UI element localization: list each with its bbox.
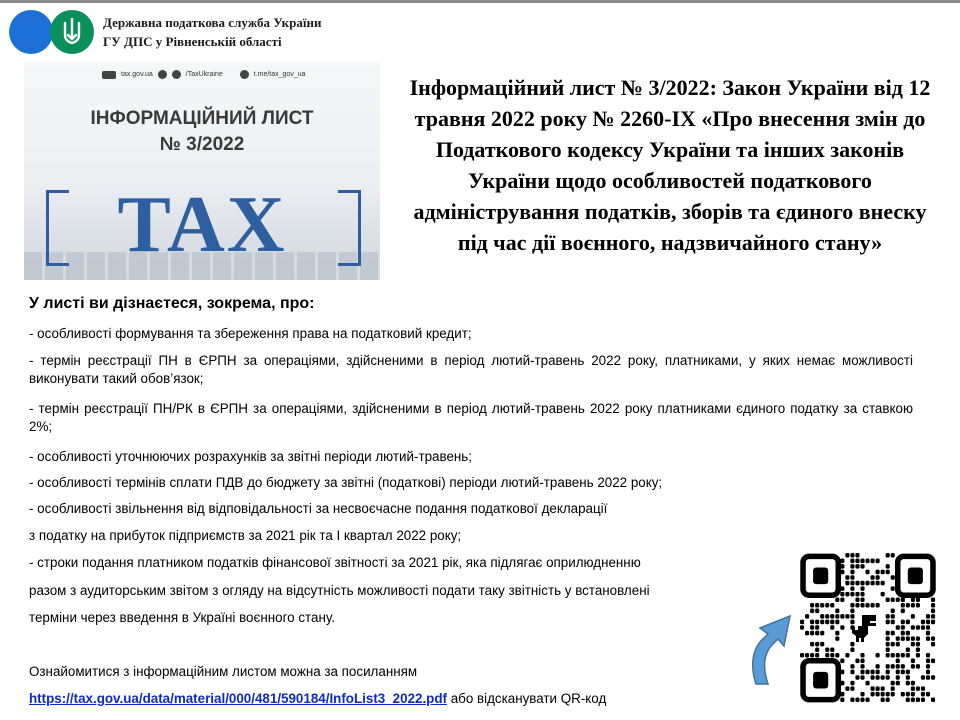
list-item-vat-payment-terms: - особливості термінів сплати ПДВ до бюджету за звітні (податкові) періоди лютий-травень 2022 року; — [29, 475, 663, 490]
banner-telegram: t.me/tax_gov_ua — [253, 71, 306, 78]
read-more-text: Ознайомитися з інформаційним листом можна за посиланням — [29, 664, 418, 679]
qr-code[interactable] — [800, 553, 936, 703]
infoletter-banner — [24, 62, 380, 280]
page-heading: Інформаційний лист № 3/2022: Закон України від 12 травня 2022 року № 2260-ІХ «Про внесення змін до Податкового кодексу України та інших законів України щодо особливостей податкового адміністрування податків, зборів та єдиного внеску під час дії воєнного, надзвичайного стану» — [409, 75, 931, 255]
banner-social-row — [102, 70, 306, 79]
infolist-pdf-link[interactable]: https://tax.gov.ua/data/material/000/481/590184/InfoList3_2022.pdf — [29, 691, 448, 706]
facebook-icon — [158, 70, 167, 79]
logo-circle-blue — [9, 10, 53, 54]
banner-site: tax.gov.ua — [121, 71, 153, 78]
list-item-registration-term: - термін реєстрації ПН в ЄРПН за операціями, здійсненими в період лютий-травень 2022 року, платниками, у яких немає можливості виконувати такий обов’язок; — [29, 353, 913, 386]
list-item-financial-reporting-cont: разом з аудиторським звітом з огляду на відсутність можливості подати таку звітність у встановлені — [29, 583, 650, 598]
telegram-icon — [240, 70, 249, 79]
banner-title-line-1: ІНФОРМАЦІЙНИЙ ЛИСТ — [90, 108, 314, 129]
org-line-2: ГУ ДПС у Рівненській області — [103, 34, 282, 49]
banner-title-line-2: № 3/2022 — [159, 134, 245, 155]
list-item-liability-exemption: - особливості звільнення від відповідальності за несвоєчасне подання податкової декларації — [29, 501, 608, 516]
curved-arrow-icon — [746, 606, 796, 686]
footer-link-row — [29, 690, 789, 708]
youtube-icon — [172, 70, 181, 79]
list-item-liability-exemption-cont: з податку на прибуток підприємств за 2021 рік та І квартал 2022 року; — [29, 528, 462, 543]
banner-facebook: /TaxUkraine — [185, 71, 223, 78]
banner-tax-word: TAX — [117, 181, 287, 269]
list-item-tax-credit: - особливості формування та збереження права на податковий кредит; — [29, 326, 472, 341]
list-item-registration-single-tax: - термін реєстрації ПН/РК в ЄРПН за операціями, здійсненими в період лютий-травень 2022 року платниками єдиного податку за ставкою 2%; — [29, 401, 913, 434]
intro-text: У листі ви дізнаєтеся, зокрема, про: — [29, 295, 315, 312]
org-line-1: Державна податкова служба України — [103, 15, 322, 30]
scan-qr-text: або відсканувати QR-код — [447, 691, 607, 706]
banner-title — [24, 106, 380, 158]
website-icon — [102, 71, 116, 79]
organization-name — [103, 13, 321, 51]
list-item-clarifying-calculations: - особливості уточнюючих розрахунків за звітні періоди лютий-травень; — [29, 449, 473, 464]
list-item-financial-reporting: - строки подання платником податків фінансової звітності за 2021 рік, яка підлягає оприлюдненню — [29, 555, 641, 570]
top-border — [0, 0, 960, 3]
list-item-financial-reporting-end: терміни через введення в Україні воєнного стану. — [29, 610, 335, 625]
trident-logo-icon — [50, 10, 94, 54]
